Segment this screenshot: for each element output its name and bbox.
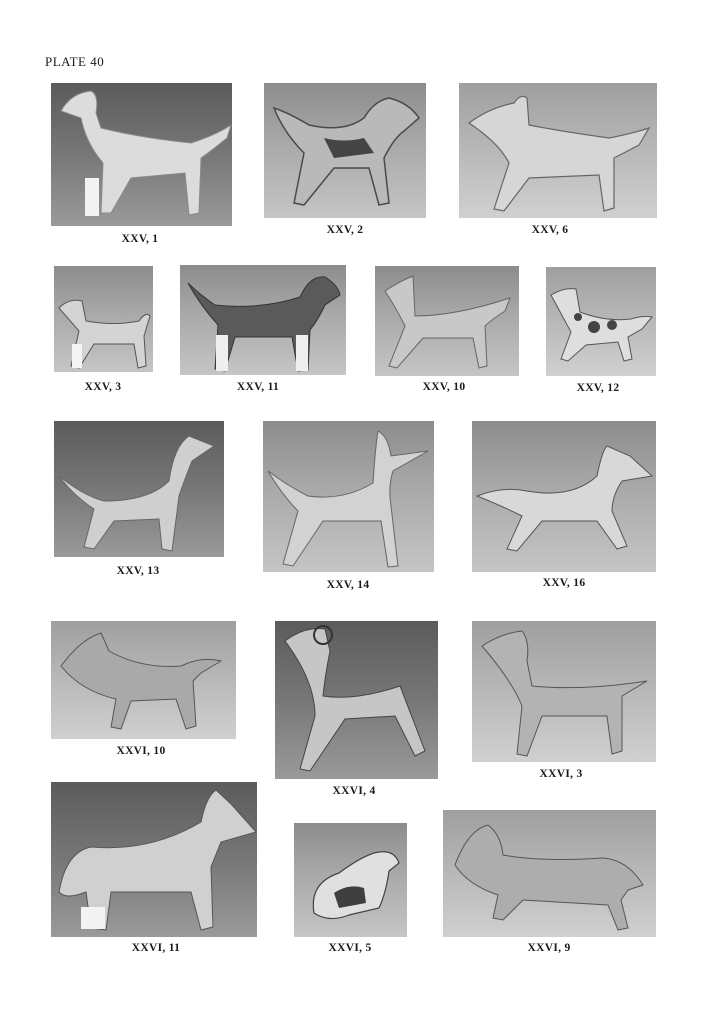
- caption-xxvi-5: XXVI, 5: [328, 942, 372, 954]
- caption-xxv-1: XXV, 1: [121, 233, 159, 245]
- caption-xxv-6: XXV, 6: [531, 224, 569, 236]
- figurine-photo-xxv-13: [54, 421, 224, 557]
- figurine-photo-xxv-6: [459, 83, 657, 218]
- caption-xxvi-3: XXVI, 3: [539, 768, 583, 780]
- figurine-photo-xxv-14: [263, 421, 434, 572]
- figurine-photo-xxv-1: [51, 83, 232, 226]
- caption-xxvi-9: XXVI, 9: [527, 942, 571, 954]
- plate-title: PLATE 40: [45, 54, 105, 69]
- figurine-photo-xxvi-3: [472, 621, 656, 762]
- caption-xxvi-10: XXVI, 10: [116, 745, 166, 757]
- caption-xxv-13: XXV, 13: [116, 565, 160, 577]
- figurine-photo-xxv-16: [472, 421, 656, 572]
- figurine-photo-xxv-11: [180, 265, 346, 375]
- figurine-photo-xxvi-4: [275, 621, 438, 779]
- caption-xxv-3: XXV, 3: [84, 381, 122, 393]
- figurine-photo-xxvi-11: [51, 782, 257, 937]
- caption-xxv-14: XXV, 14: [326, 579, 370, 591]
- figurine-photo-xxv-2: [264, 83, 426, 218]
- caption-xxvi-11: XXVI, 11: [131, 942, 181, 954]
- figurine-photo-xxvi-9: [443, 810, 656, 937]
- caption-xxv-10: XXV, 10: [422, 381, 466, 393]
- figurine-photo-xxvi-5: [294, 823, 407, 937]
- figurine-photo-xxv-12: [546, 267, 656, 376]
- caption-xxv-11: XXV, 11: [236, 381, 280, 393]
- caption-xxv-12: XXV, 12: [576, 382, 620, 394]
- figurine-photo-xxvi-10: [51, 621, 236, 739]
- figurine-photo-xxv-3: [54, 266, 153, 372]
- caption-xxvi-4: XXVI, 4: [332, 785, 376, 797]
- figurine-photo-xxv-10: [375, 266, 519, 376]
- caption-xxv-16: XXV, 16: [542, 577, 586, 589]
- caption-xxv-2: XXV, 2: [326, 224, 364, 236]
